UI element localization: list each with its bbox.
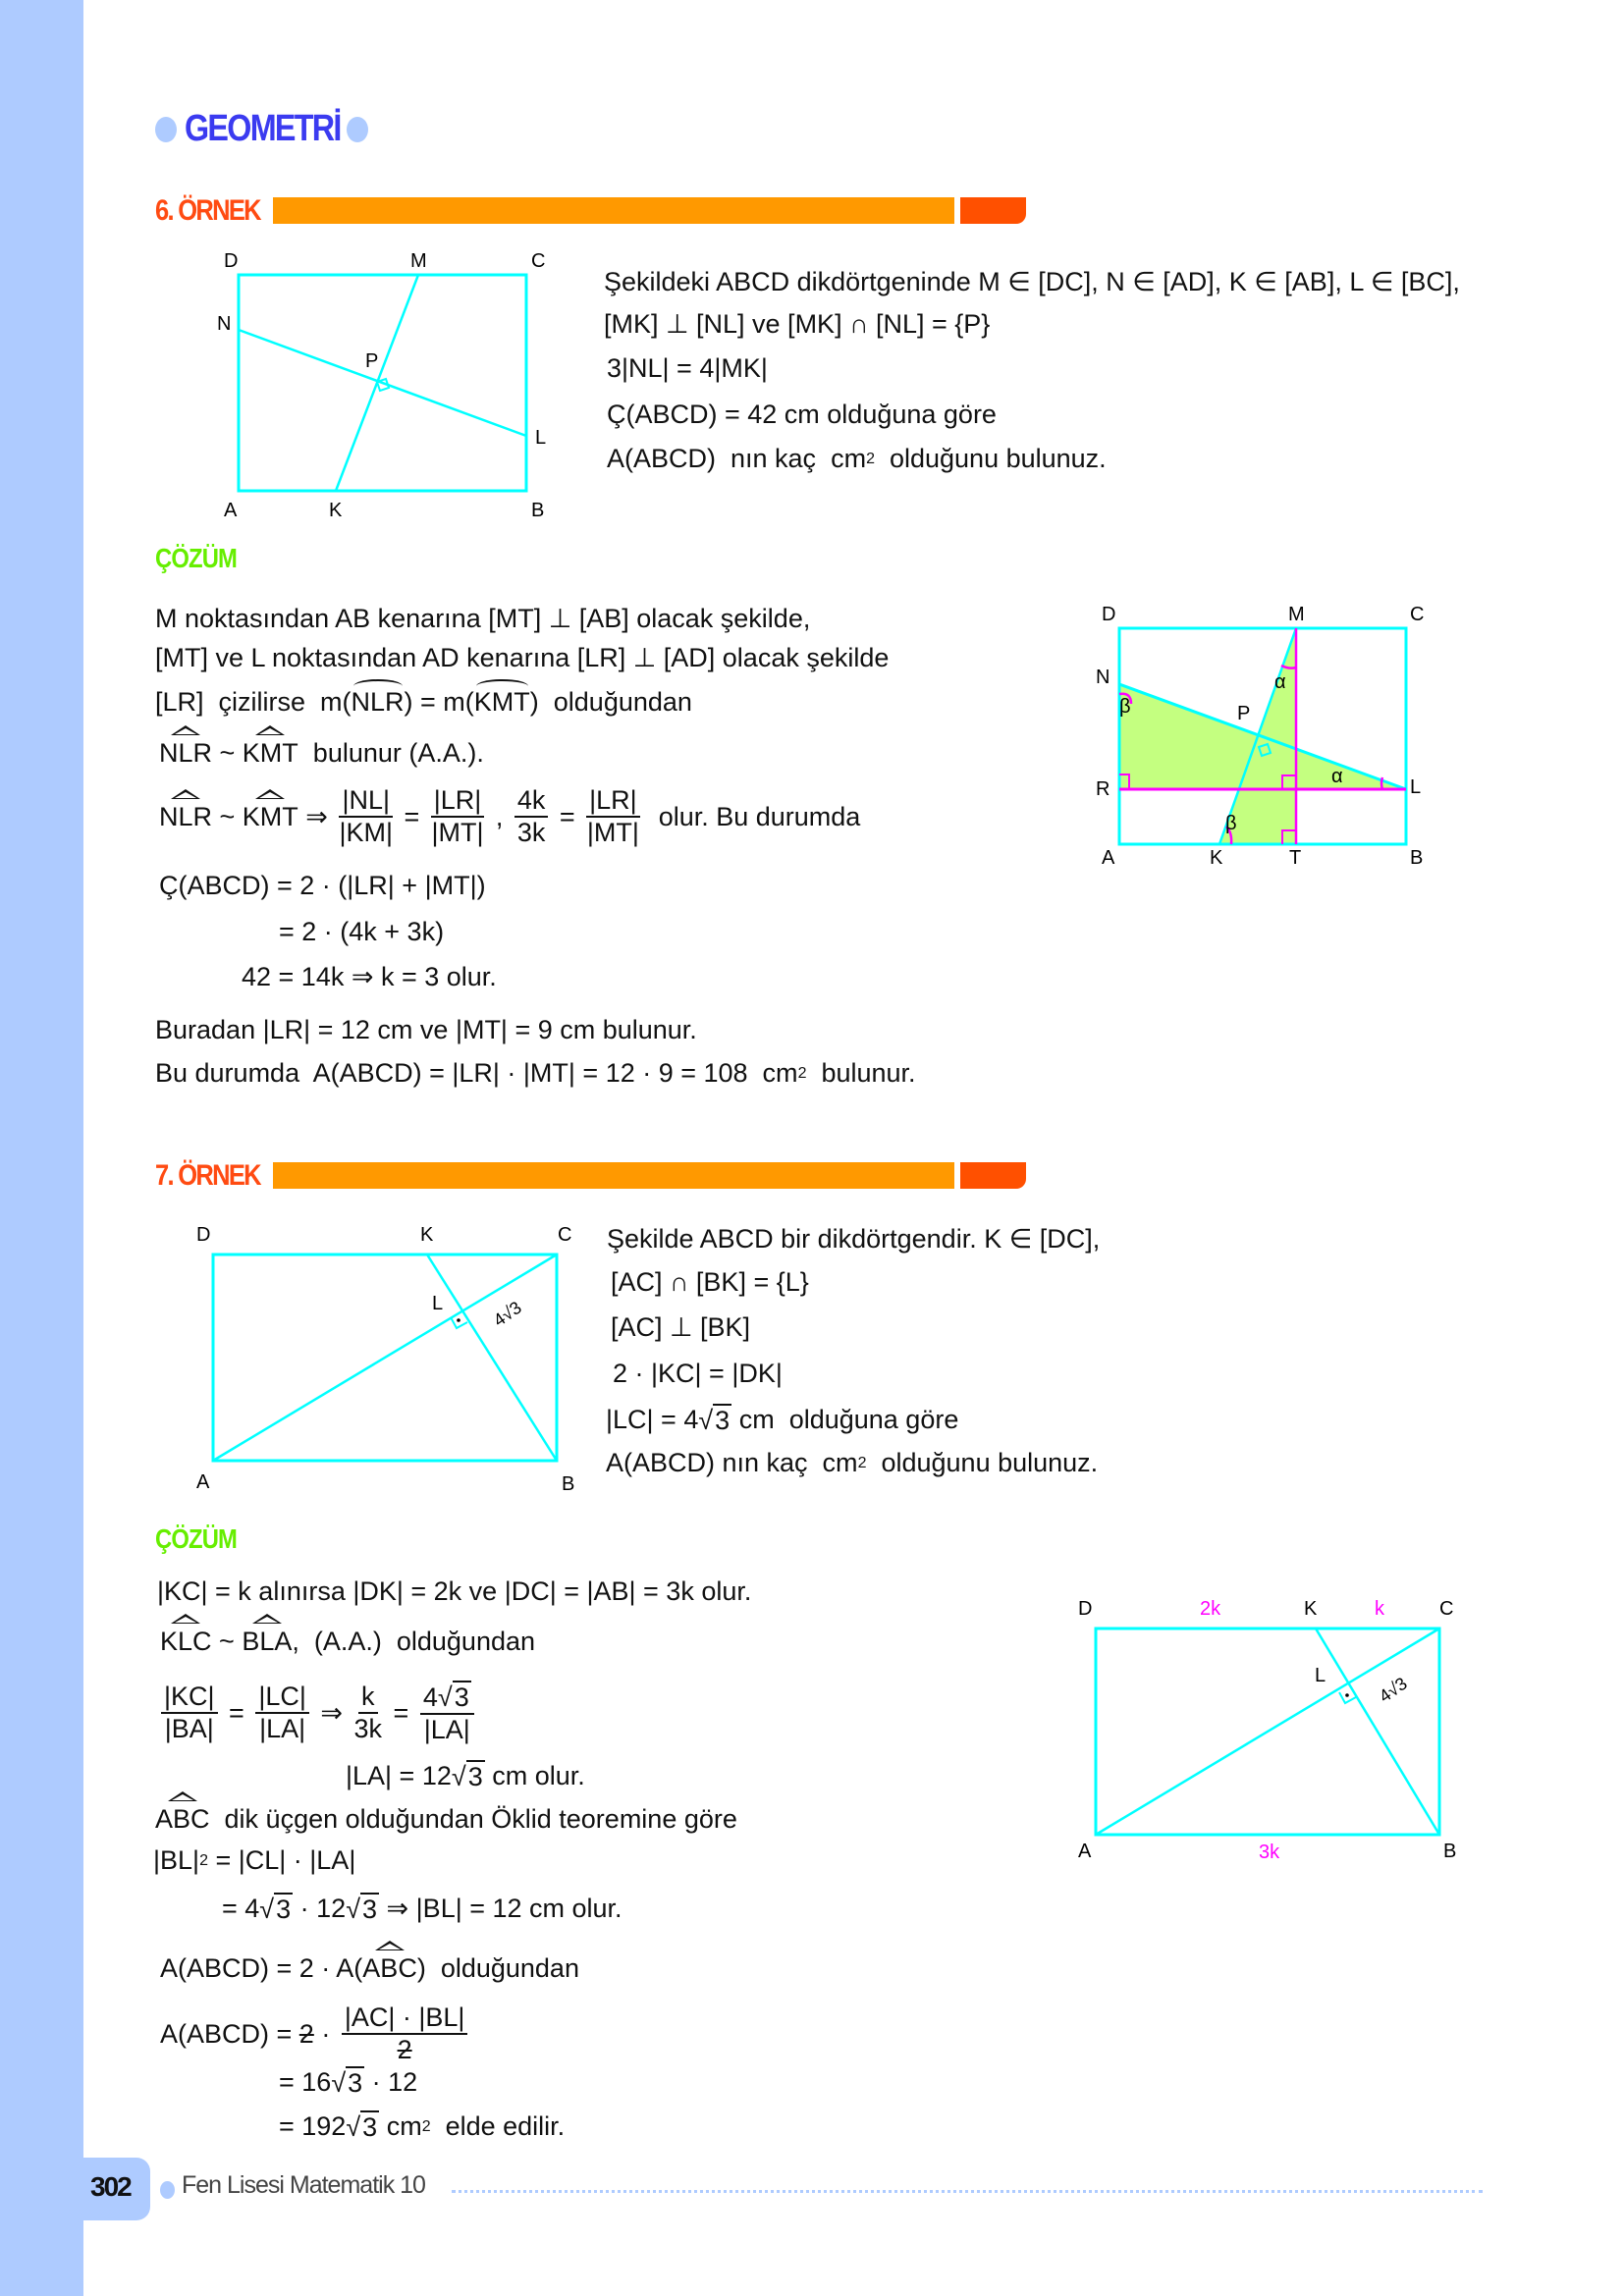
denominator: |MT|	[586, 818, 639, 848]
angle-kmt: KMT	[473, 687, 530, 717]
text: |LC| = 4	[606, 1405, 699, 1434]
figure-label: 3k	[1259, 1842, 1280, 1863]
solution-6-line-6: Ç(ABCD) = 2 · (|LR| + |MT|)	[159, 871, 486, 900]
numerator: |NL|	[339, 785, 393, 818]
radicand: 3	[276, 1895, 292, 1924]
figure-label: M	[1288, 604, 1305, 625]
figure-label: 4√3	[489, 1297, 525, 1331]
fraction	[339, 785, 393, 848]
text: ⇒ |BL| = 12 cm olur.	[379, 1894, 623, 1923]
radicand: 3	[715, 1406, 731, 1435]
solution-7-line-11	[279, 2110, 565, 2143]
numerator: k	[358, 1682, 378, 1714]
radicand: 3	[467, 1762, 483, 1791]
page-number: 302	[90, 2171, 131, 2202]
text: olduğunu bulunuz.	[866, 1448, 1099, 1477]
segment-nl	[239, 330, 526, 436]
text: · 12	[293, 1894, 347, 1923]
right-angle-mark	[377, 379, 389, 391]
figure-label: k	[1375, 1598, 1384, 1620]
superscript: 2	[421, 2117, 431, 2135]
solution-7-line-4	[346, 1760, 585, 1792]
page-side-stripe	[0, 0, 83, 2296]
footer-dot	[160, 2181, 175, 2199]
numerator: |LC|	[255, 1682, 309, 1714]
text: ) olduğundan	[529, 687, 692, 717]
problem-6-line-1: Şekildeki ABCD dikdörtgeninde M ∈ [DC], N ∈ [AD], K ∈ [AB], L ∈ [BC],	[604, 267, 1460, 296]
problem-7-line-6	[606, 1448, 1098, 1478]
figure-label: α	[1274, 671, 1286, 693]
text: elde edilir.	[430, 2111, 566, 2141]
numerator: |LR|	[586, 785, 640, 818]
example-6-bar	[273, 197, 954, 224]
footer-dotted-line	[452, 2190, 1483, 2193]
solution-6-label: ÇÖZÜM	[155, 543, 238, 573]
solution-6-line-5	[159, 785, 860, 848]
figure-label: T	[1289, 847, 1302, 869]
text: ~	[211, 1627, 243, 1656]
figure-label: D	[1078, 1598, 1093, 1620]
text: ·	[313, 2018, 338, 2049]
fraction	[586, 785, 640, 848]
radicand: 3	[362, 1895, 378, 1924]
text: = |CL| · |LA|	[207, 1845, 356, 1875]
square-root: √ 3	[259, 1895, 292, 1924]
solution-7-line-6	[153, 1845, 355, 1876]
cancelled-number: 2	[298, 2018, 314, 2049]
solution-6-line-2: [MT] ve L noktasından AD kenarına [LR] ⊥ [AD] olacak şekilde	[155, 643, 890, 672]
segment-bk	[1316, 1629, 1439, 1835]
figure-label: C	[1410, 604, 1425, 625]
fraction	[431, 785, 485, 848]
figure-label: A	[1078, 1841, 1092, 1862]
angle-nlr: NLR	[351, 687, 405, 717]
text: [LR] çizilirse m(	[155, 687, 352, 717]
book-title: Fen Lisesi Matematik 10	[182, 2171, 425, 2199]
problem-7-line-4: 2 · |KC| = |DK|	[613, 1359, 783, 1388]
text: A(ABCD) =	[160, 2018, 299, 2049]
figure-label: B	[562, 1473, 575, 1495]
text: olduğunu bulunuz.	[874, 444, 1107, 473]
text: = 16	[279, 2067, 332, 2097]
fraction	[354, 1682, 383, 1744]
square-root: √ 3	[451, 1762, 483, 1791]
text: ~	[212, 738, 243, 768]
denominator: |MT|	[431, 818, 484, 848]
text: = 192	[279, 2111, 347, 2141]
square-root: √ 3	[698, 1406, 731, 1435]
figure-label: A	[196, 1471, 210, 1493]
problem-7-line-3: [AC] ⊥ [BK]	[611, 1312, 751, 1342]
figure-label: K	[1304, 1598, 1318, 1620]
solution-6-line-9: Buradan |LR| = 12 cm ve |MT| = 9 cm bulunur.	[155, 1015, 697, 1044]
figure-label: N	[1096, 667, 1110, 688]
text: ) olduğundan	[416, 1953, 579, 1983]
text: bulunur (A.A.).	[298, 738, 484, 768]
problem-6-line-4: Ç(ABCD) = 42 cm olduğuna göre	[607, 400, 997, 429]
text: A(ABCD) nın kaç cm	[607, 444, 867, 473]
figure-label: K	[329, 500, 343, 521]
figure-label: 2k	[1200, 1598, 1221, 1620]
solution-6-line-3	[155, 687, 692, 718]
text: 4	[422, 1682, 438, 1712]
header-dot-left	[155, 117, 177, 142]
figure-label: B	[1410, 847, 1424, 869]
example-6-title: 6. ÖRNEK	[155, 194, 260, 227]
triangle-kmt: KMT	[242, 738, 298, 768]
example-6-figure	[196, 240, 569, 530]
denominator: 3k	[516, 818, 546, 848]
solution-7-line-3	[157, 1681, 478, 1745]
figure-label: N	[217, 313, 232, 335]
text: Bu durumda A(ABCD) = |LR| · |MT| = 12 · 9 = 108 cm	[155, 1058, 798, 1088]
triangle-klc: KLC	[160, 1627, 212, 1656]
solution-7-line-2	[160, 1627, 535, 1657]
text: |BL|	[153, 1845, 200, 1875]
diagonal-ac	[213, 1255, 557, 1461]
text: A(ABCD) = 2 · A(	[160, 1953, 363, 1983]
solution-7-line-9	[160, 2002, 471, 2065]
fraction	[514, 785, 549, 848]
solution-7-line-10	[279, 2066, 417, 2099]
example-6-bar-end	[960, 197, 1026, 224]
problem-6-line-5	[607, 444, 1107, 474]
text: ⇒	[312, 1697, 351, 1728]
numerator: |AC| · |BL|	[342, 2002, 468, 2035]
text: ,	[488, 801, 511, 831]
text: cm	[379, 2111, 422, 2141]
diagonal-ac	[1096, 1629, 1439, 1835]
right-angle-dot	[457, 1318, 460, 1322]
superscript: 2	[199, 1851, 208, 1869]
denominator: 3k	[353, 1714, 383, 1744]
text: ) = m(	[404, 687, 474, 717]
radicand: 3	[362, 2112, 378, 2142]
figure-label: D	[196, 1224, 211, 1246]
segment-bk	[427, 1255, 557, 1461]
solution-7-line-7	[222, 1893, 623, 1925]
radicand: 3	[454, 1682, 469, 1712]
figure-label: R	[1096, 778, 1110, 800]
text: =	[386, 1697, 416, 1728]
right-angle-dot	[1345, 1693, 1349, 1697]
text: cm olur.	[484, 1761, 585, 1790]
numerator: |KC|	[161, 1682, 218, 1714]
numerator: |LR|	[431, 785, 485, 818]
text: =	[221, 1697, 252, 1728]
header-dot-right	[347, 117, 368, 142]
problem-7-line-1: Şekilde ABCD bir dikdörtgendir. K ∈ [DC],	[607, 1224, 1101, 1254]
figure-label: D	[1102, 604, 1116, 625]
fraction	[420, 1681, 474, 1745]
square-root: √ 3	[331, 2068, 363, 2098]
radicand: 3	[348, 2068, 363, 2098]
problem-6-line-2: [MK] ⊥ [NL] ve [MK] ∩ [NL] = {P}	[604, 309, 991, 339]
solution-6-line-7: = 2 · (4k + 3k)	[279, 917, 445, 946]
figure-label: K	[420, 1224, 434, 1246]
triangle-kmt: KMT	[242, 801, 298, 831]
figure-label: A	[224, 500, 238, 521]
numerator	[420, 1681, 474, 1715]
denominator: 2	[397, 2035, 412, 2065]
solution-6-line-1: M noktasından AB kenarına [MT] ⊥ [AB] olacak şekilde,	[155, 604, 811, 633]
denominator: |BA|	[164, 1714, 214, 1744]
numerator: 4k	[514, 785, 549, 818]
solution-6-line-4	[159, 738, 484, 769]
figure-label: P	[1237, 703, 1251, 724]
solution-7-figure	[1070, 1585, 1483, 1870]
text: = 4	[222, 1894, 260, 1923]
text: dik üçgen olduğundan Öklid teoremine göre	[209, 1804, 737, 1834]
figure-label: B	[1443, 1841, 1457, 1862]
solution-7-line-8	[160, 1953, 579, 1984]
problem-7-line-5	[606, 1404, 958, 1436]
superscript: 2	[797, 1064, 807, 1082]
solution-6-line-10	[155, 1058, 916, 1089]
square-root: √ 3	[346, 1895, 378, 1924]
text: , (A.A.) olduğundan	[292, 1627, 536, 1656]
text: cm olduğuna göre	[731, 1405, 959, 1434]
angle-arc	[1381, 777, 1382, 789]
text: bulunur.	[806, 1058, 916, 1088]
solution-7-line-5	[155, 1804, 737, 1835]
denominator: |LA|	[423, 1715, 470, 1745]
text: ~	[212, 801, 243, 831]
triangle-bla: BLA	[242, 1627, 293, 1656]
figure-label: β	[1225, 813, 1237, 834]
text: =	[552, 801, 583, 831]
example-7-bar	[273, 1162, 954, 1189]
problem-7-line-2: [AC] ∩ [BK] = {L}	[611, 1267, 809, 1297]
figure-label: P	[365, 350, 379, 372]
text: A(ABCD) nın kaç cm	[606, 1448, 858, 1477]
superscript: 2	[866, 450, 875, 467]
figure-label: L	[1410, 776, 1422, 798]
figure-label: K	[1210, 847, 1223, 869]
fraction	[161, 1682, 218, 1744]
superscript: 2	[857, 1454, 867, 1471]
figure-label: B	[531, 500, 545, 521]
section-title: GEOMETRİ	[185, 108, 341, 149]
fraction	[342, 2002, 468, 2065]
text: olur. Bu durumda	[643, 801, 861, 831]
figure-label: M	[410, 250, 427, 272]
text: =	[396, 801, 427, 831]
solution-7-line-1: |KC| = k alınırsa |DK| = 2k ve |DC| = |AB| = 3k olur.	[157, 1576, 752, 1606]
figure-label: L	[535, 427, 547, 449]
text: · 12	[364, 2067, 418, 2097]
example-7-bar-end	[960, 1162, 1026, 1189]
figure-label: L	[1315, 1665, 1326, 1686]
figure-label: C	[558, 1224, 572, 1246]
triangle-abc: ABC	[155, 1804, 210, 1834]
square-root: √ 3	[346, 2112, 378, 2142]
fraction	[255, 1682, 309, 1744]
triangle-abc: ABC	[362, 1953, 417, 1983]
triangle-nlr: NLR	[159, 738, 213, 768]
text: ⇒	[298, 801, 336, 831]
denominator: |LA|	[259, 1714, 306, 1744]
problem-6-line-3: 3|NL| = 4|MK|	[607, 353, 768, 383]
triangle-nlr: NLR	[159, 801, 213, 831]
text: |LA| = 12	[346, 1761, 452, 1790]
figure-label: C	[531, 250, 546, 272]
denominator: |KM|	[339, 818, 393, 848]
solution-7-label: ÇÖZÜM	[155, 1523, 238, 1554]
figure-label: D	[224, 250, 239, 272]
figure-label: A	[1102, 847, 1115, 869]
section-header	[155, 108, 368, 150]
figure-label: 4√3	[1375, 1673, 1411, 1707]
square-root: √ 3	[437, 1682, 469, 1712]
figure-label: C	[1439, 1598, 1454, 1620]
solution-6-line-8: 42 = 14k ⇒ k = 3 olur.	[242, 962, 497, 991]
figure-label: L	[432, 1293, 444, 1314]
solution-6-figure	[1080, 589, 1453, 883]
example-7-figure	[187, 1212, 579, 1497]
figure-label: α	[1331, 766, 1343, 787]
figure-label: β	[1119, 696, 1131, 718]
example-7-title: 7. ÖRNEK	[155, 1159, 260, 1192]
